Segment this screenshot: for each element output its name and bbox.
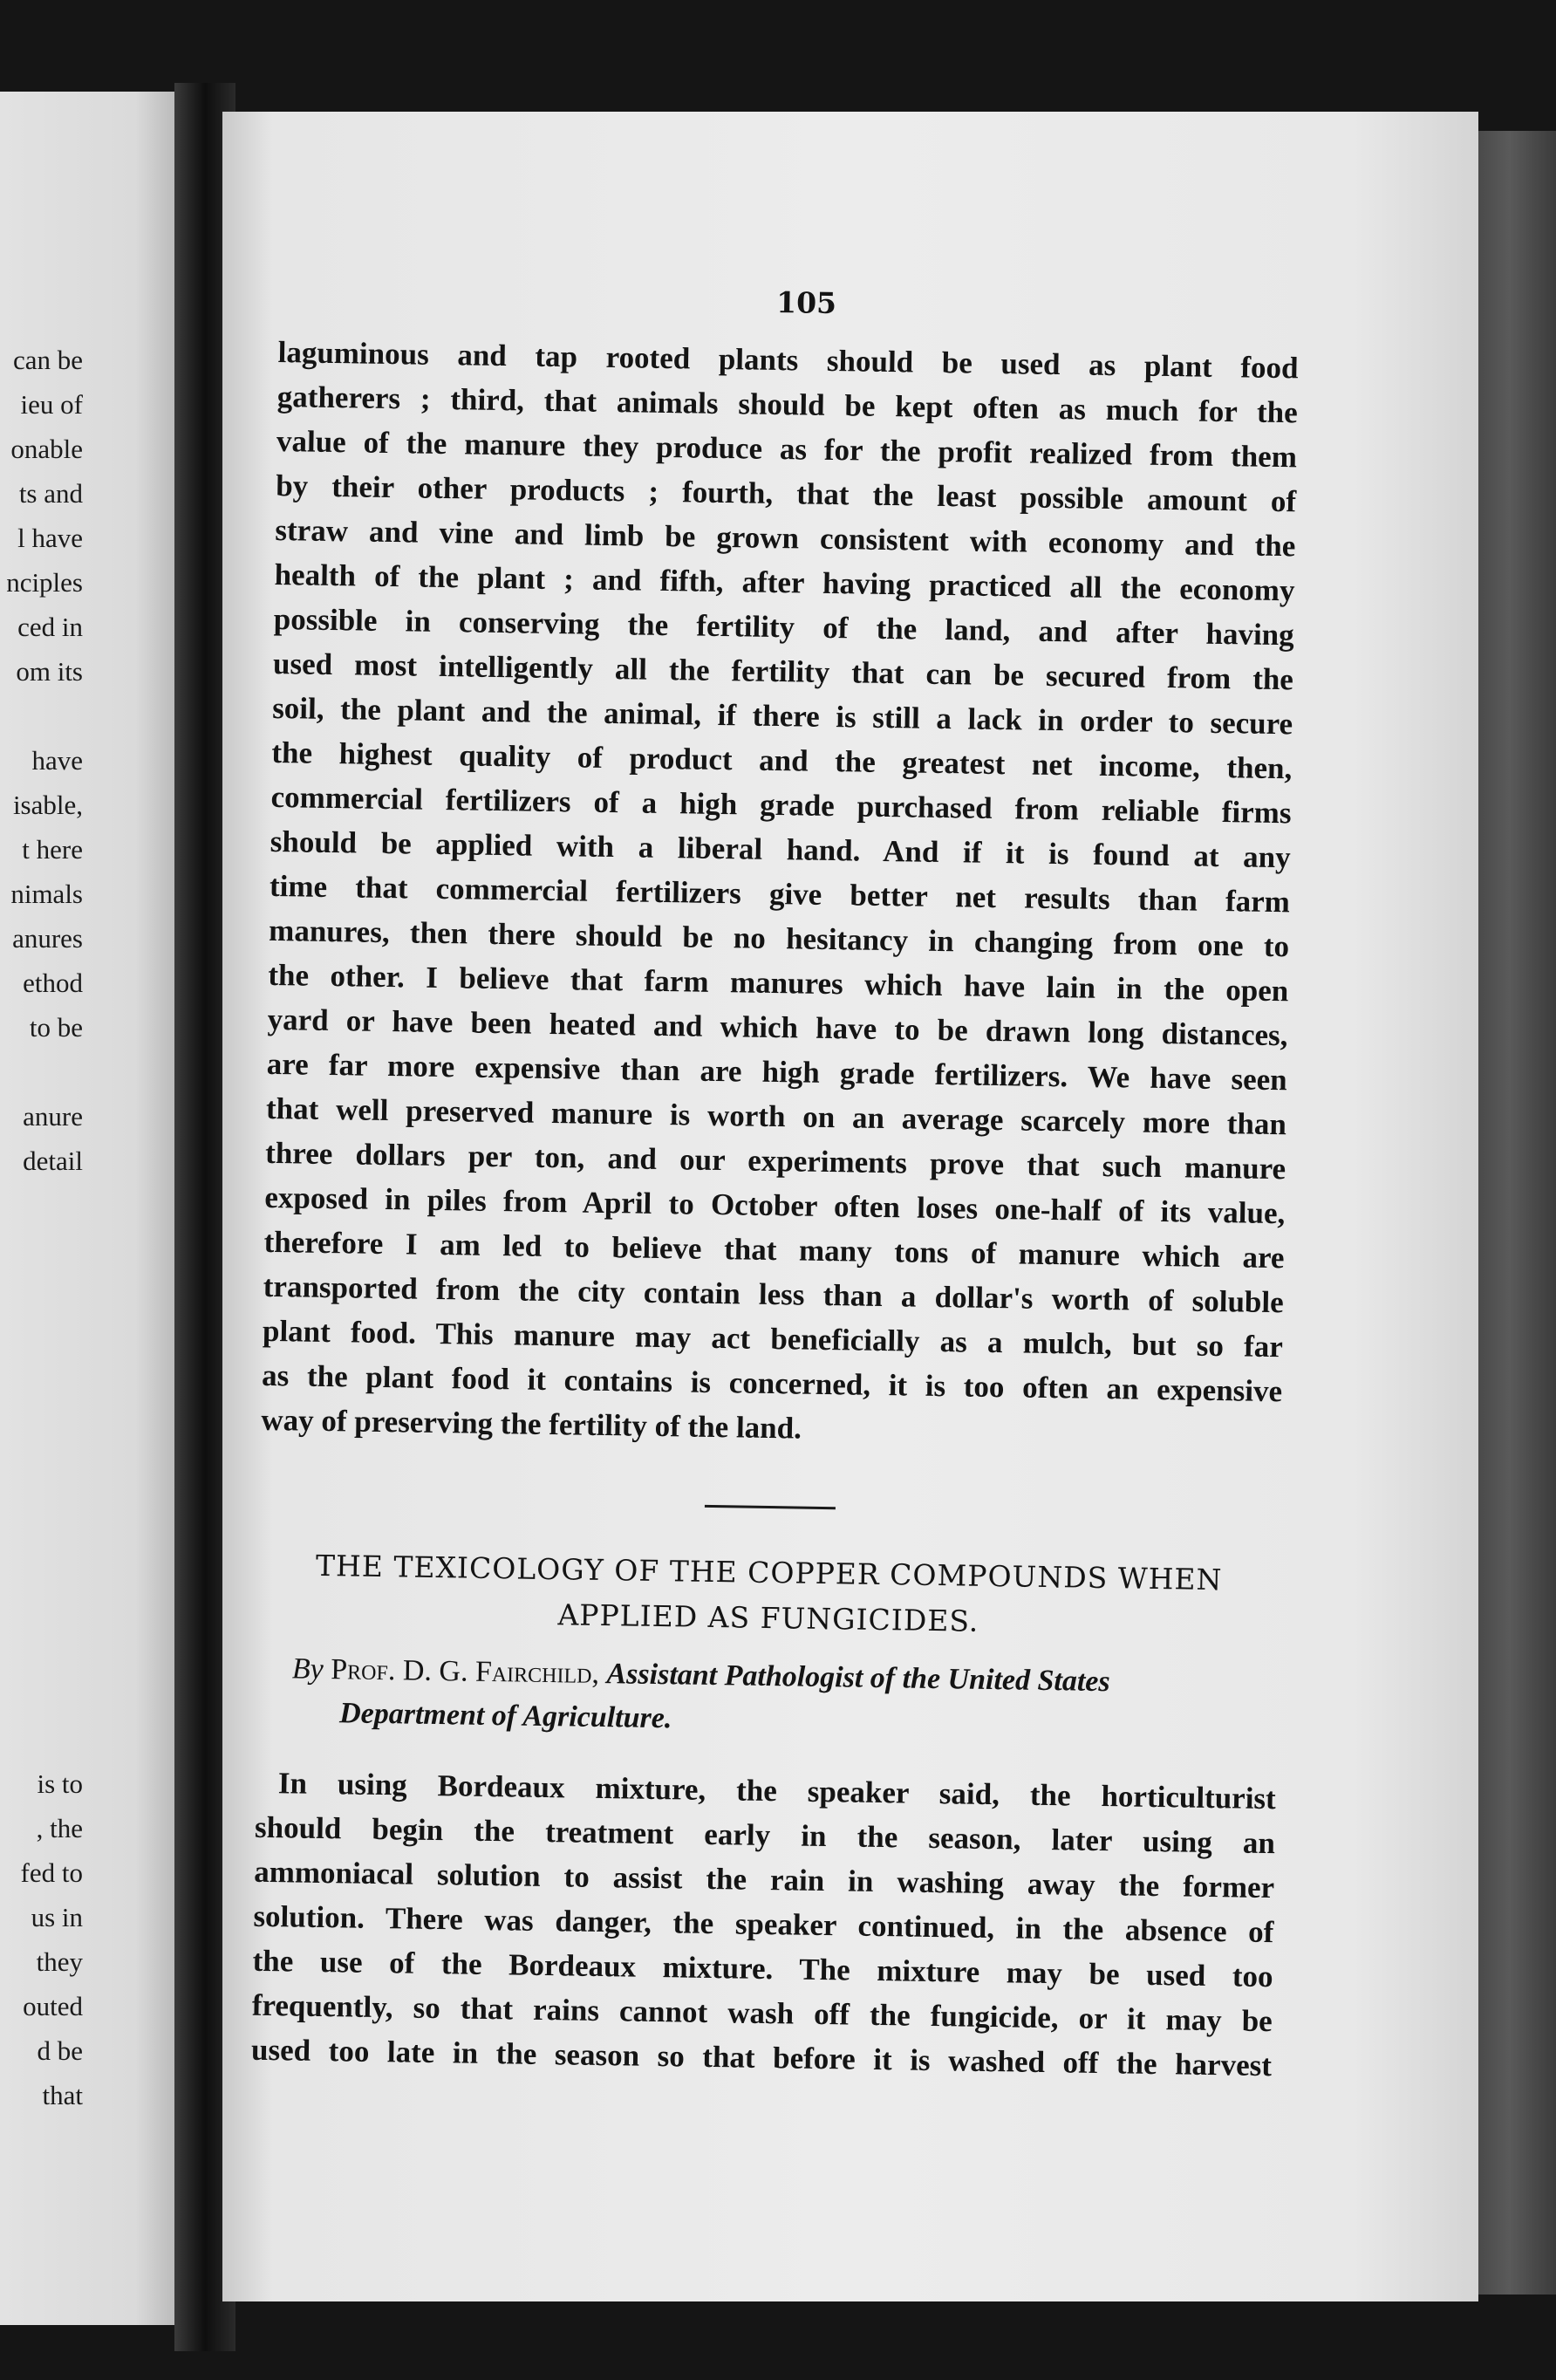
heading-line-2: APPLIED AS FUNGICIDES. <box>557 1597 979 1638</box>
paragraph1-line: transported from the city contain less than a dollar's worth of soluble <box>263 1269 1284 1320</box>
paragraph2-line: should begin the treatment early in the season, later using an <box>254 1809 1276 1861</box>
paragraph1-line: three dollars per ton, and our experiments prove that such manure <box>264 1135 1286 1187</box>
paragraph2-line: solution. There was danger, the speaker continued, in the absence of <box>253 1898 1274 1950</box>
paragraph1-line: that well preserved manure is worth on an average scarcely more than <box>265 1091 1287 1142</box>
left-page-fragment: detail <box>23 1146 83 1176</box>
left-page-fragment <box>0 694 83 738</box>
left-page-fragment <box>0 1272 83 1317</box>
paragraph1-line: as the plant food it contains is concerned, it is too often an expensive <box>261 1358 1283 1409</box>
left-page-fragment <box>0 1717 83 1761</box>
paragraph1-line: commercial fertilizers of a high grade purchased from reliable firms <box>270 779 1292 831</box>
left-page-fragment: d be <box>37 2035 83 2066</box>
paragraph1-line: value of the manure they produce as for the profit realized from them <box>276 423 1298 475</box>
section-divider-rule <box>705 1505 836 1509</box>
left-page-fragment: outed <box>23 1991 83 2021</box>
author-name: Prof. D. G. Fairchild, <box>331 1653 600 1690</box>
left-page-fragment <box>0 1583 83 1628</box>
left-page-fragment <box>0 1539 83 1583</box>
left-page-fragment: t here <box>22 834 83 865</box>
left-page-fragment: fed to <box>20 1857 83 1888</box>
left-page-fragment: nimals <box>10 879 83 909</box>
page-number: 105 <box>775 284 837 321</box>
author-affiliation-1: Assistant Pathologist of the United States <box>606 1658 1110 1699</box>
paragraph2-line: frequently, so that rains cannot wash off the fungicide, or it may be <box>251 1987 1273 2039</box>
paragraph1-line: the other. I believe that farm manures which have lain in the open <box>268 957 1289 1009</box>
left-page-fragment: nciples <box>6 567 83 598</box>
left-page-fragment: ced in <box>17 612 83 642</box>
left-page-fragment <box>0 1228 83 1272</box>
left-page-fragment <box>0 1317 83 1361</box>
paragraph1-line: plant food. This manure may act beneficially as a mulch, but so far <box>262 1313 1284 1364</box>
left-page-fragment <box>0 1361 83 1405</box>
paragraph1-line: time that commercial fertilizers give better net results than farm <box>269 868 1291 920</box>
author-affiliation-2: Department of Agriculture. <box>338 1697 672 1735</box>
right-page-edge <box>1478 131 1556 2295</box>
left-page-fragment: , the <box>36 1813 83 1843</box>
left-page-fragment: l have <box>17 523 83 553</box>
author-byline <box>291 1647 1278 1750</box>
left-page-fragment <box>0 1628 83 1672</box>
left-page-fragment: ieu of <box>20 389 83 420</box>
paragraph2-line: used too late in the season so that before it is washed off the harvest <box>250 2032 1273 2083</box>
paragraph1-line: should be applied with a liberal hand. And if it is found at any <box>270 824 1292 875</box>
paragraph1-line: gatherers ; third, that animals should be kept often as much for the <box>276 379 1299 430</box>
left-page-fragment: ethod <box>23 968 83 998</box>
paragraph1-line: soil, the plant and the animal, if there is still a lack in order to secure <box>271 690 1293 742</box>
left-facing-page <box>0 92 194 2325</box>
left-page-fragment: have <box>31 745 83 776</box>
paragraph1-line: the highest quality of product and the greatest net income, then, <box>271 735 1293 786</box>
paragraph-manure-conclusion <box>261 330 1299 1458</box>
paragraph1-line: are far more expensive than are high grade fertilizers. We have seen <box>266 1046 1288 1098</box>
paragraph1-line: straw and vine and limb be grown consistent with economy and the <box>275 512 1296 564</box>
left-page-fragment: anures <box>12 923 83 954</box>
paragraph2-line: In using Bordeaux mixture, the speaker said, the horticulturist <box>277 1766 1277 1816</box>
left-page-fragment <box>0 1672 83 1717</box>
paragraph1-line: laguminous and tap rooted plants should be used as plant food <box>277 334 1299 386</box>
left-page-fragment <box>0 1450 83 1494</box>
paragraph1-line: used most intelligently all the fertility that can be secured from the <box>272 646 1294 697</box>
left-page-fragment: om its <box>16 656 83 687</box>
left-page-fragment: ts and <box>18 478 83 509</box>
paragraph1-line: yard or have been heated and which have to be drawn long distances, <box>267 1002 1288 1053</box>
paragraph2-line: the use of the Bordeaux mixture. The mixture may be used too <box>252 1943 1273 1994</box>
paragraph1-line: manures, then there should be no hesitancy in changing from one to <box>268 913 1290 964</box>
left-page-fragment: us in <box>31 1902 83 1932</box>
left-page-fragment: they <box>36 1946 83 1977</box>
left-page-fragment <box>0 1050 83 1094</box>
left-page-fragment <box>0 1183 83 1228</box>
paragraph1-line: exposed in piles from April to October often loses one-half of its value, <box>264 1180 1286 1231</box>
left-page-fragment <box>0 1494 83 1539</box>
paragraph1-line: by their other products ; fourth, that the least possible amount of <box>275 468 1297 519</box>
left-page-fragment: is to <box>37 1768 83 1799</box>
paragraph1-line: way of preserving the fertility of the land. <box>261 1402 802 1446</box>
byline-by: By <box>291 1652 324 1686</box>
left-page-fragment: isable, <box>12 790 83 820</box>
section-heading <box>258 1542 1280 1649</box>
paragraph1-line: health of the plant ; and fifth, after having practiced all the economy <box>274 557 1295 608</box>
left-page-fragment <box>0 1405 83 1450</box>
paragraph-bordeaux-mixture <box>251 1761 1276 2088</box>
page-content <box>251 277 1300 2088</box>
left-page-fragment: onable <box>10 434 83 464</box>
left-page-text-fragments <box>0 338 83 2117</box>
left-page-fragment: anure <box>23 1101 83 1132</box>
left-page-fragment: that <box>42 2080 83 2110</box>
paragraph2-line: ammoniacal solution to assist the rain in washing away the former <box>253 1854 1275 1905</box>
left-page-fragment: can be <box>12 345 83 375</box>
left-page-fragment: to be <box>29 1012 83 1043</box>
heading-line-1: THE TEXICOLOGY OF THE COPPER COMPOUNDS WHEN <box>315 1548 1223 1597</box>
paragraph1-line: therefore I am led to believe that many tons of manure which are <box>263 1224 1285 1275</box>
paragraph1-line: possible in conserving the fertility of the land, and after having <box>273 601 1295 653</box>
